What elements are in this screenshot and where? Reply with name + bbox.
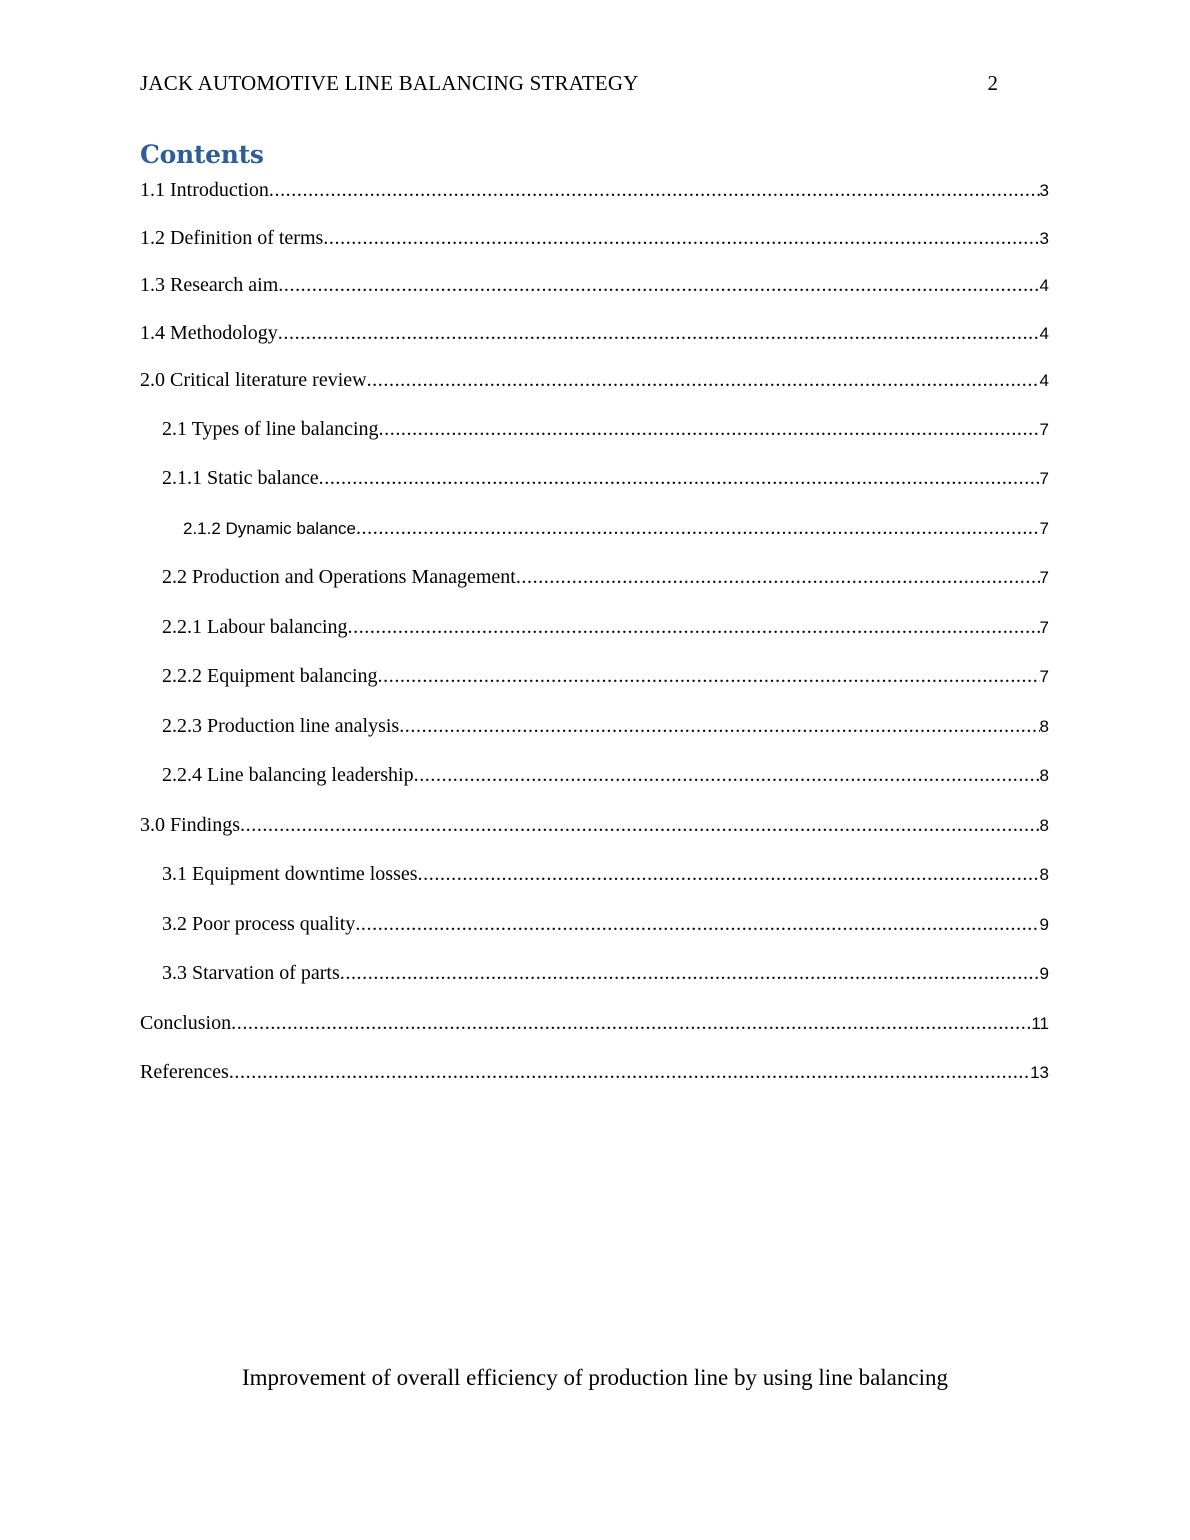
toc-entry-production-line-analysis[interactable] bbox=[162, 714, 1049, 738]
toc-entry-page: 11 bbox=[1031, 1014, 1049, 1033]
toc-entry-label: 1.2 Definition of terms bbox=[140, 227, 324, 249]
toc-dot-leader bbox=[323, 226, 1039, 250]
toc-entry-label: 2.2 Production and Operations Management bbox=[162, 566, 516, 588]
toc-entry-page: 8 bbox=[1039, 717, 1049, 736]
toc-dot-leader bbox=[399, 714, 1039, 738]
toc-entry-page: 9 bbox=[1039, 915, 1049, 934]
toc-entry-research-aim[interactable] bbox=[140, 273, 1049, 297]
toc-entry-page: 7 bbox=[1039, 667, 1049, 686]
toc-dot-leader bbox=[414, 763, 1040, 787]
toc-entry-equipment-balancing[interactable] bbox=[162, 664, 1049, 688]
toc-entry-label: 3.0 Findings bbox=[140, 814, 241, 836]
toc-entry-starvation-of-parts[interactable] bbox=[162, 961, 1049, 985]
toc-entry-poor-process-quality[interactable] bbox=[162, 912, 1049, 936]
toc-entry-label: 3.2 Poor process quality bbox=[162, 913, 356, 935]
toc-dot-leader bbox=[240, 813, 1040, 837]
toc-entry-definition-of-terms[interactable] bbox=[140, 226, 1049, 250]
toc-entry-page: 13 bbox=[1030, 1063, 1049, 1082]
toc-entry-page: 4 bbox=[1039, 371, 1049, 390]
toc-entry-equipment-downtime-losses[interactable] bbox=[162, 862, 1049, 886]
toc-entry-line-balancing-leadership[interactable] bbox=[162, 763, 1049, 787]
toc-entry-references[interactable] bbox=[140, 1060, 1049, 1084]
toc-entry-introduction[interactable] bbox=[140, 178, 1049, 202]
toc-entry-page: 7 bbox=[1039, 469, 1049, 488]
toc-dot-leader bbox=[269, 178, 1040, 202]
toc-entry-page: 3 bbox=[1039, 229, 1049, 248]
toc-dot-leader bbox=[229, 1060, 1030, 1084]
toc-entry-page: 9 bbox=[1039, 964, 1049, 983]
toc-entry-label: 2.1.2 Dynamic balance bbox=[183, 519, 356, 538]
toc-entry-page: 4 bbox=[1039, 276, 1049, 295]
toc-entry-conclusion[interactable] bbox=[140, 1011, 1049, 1035]
toc-entry-label: Conclusion bbox=[140, 1012, 232, 1034]
toc-entry-critical-literature-review[interactable] bbox=[140, 368, 1049, 392]
running-title: JACK AUTOMOTIVE LINE BALANCING STRATEGY bbox=[140, 71, 639, 95]
toc-entry-page: 8 bbox=[1039, 816, 1049, 835]
toc-entry-production-operations-management[interactable] bbox=[162, 565, 1049, 589]
toc-entry-label: 2.1 Types of line balancing bbox=[162, 418, 379, 440]
toc-dot-leader bbox=[340, 961, 1040, 985]
toc-entry-labour-balancing[interactable] bbox=[162, 615, 1049, 639]
toc-entry-types-of-line-balancing[interactable] bbox=[162, 417, 1049, 441]
toc-entry-label: 2.2.2 Equipment balancing bbox=[162, 665, 378, 687]
toc-entry-page: 7 bbox=[1039, 420, 1049, 439]
toc-entry-methodology[interactable] bbox=[140, 321, 1049, 345]
toc-entry-label: References bbox=[140, 1061, 229, 1083]
toc-entry-page: 8 bbox=[1039, 865, 1049, 884]
page-number: 2 bbox=[987, 71, 998, 95]
toc-entry-label: 2.2.3 Production line analysis bbox=[162, 715, 400, 737]
toc-entry-page: 7 bbox=[1039, 568, 1049, 587]
toc-dot-leader bbox=[278, 273, 1039, 297]
toc-dot-leader bbox=[418, 862, 1040, 886]
document-subtitle: Improvement of overall efficiency of production line by using line balancing bbox=[242, 1365, 948, 1390]
toc-entry-label: 1.3 Research aim bbox=[140, 274, 279, 296]
toc-dot-leader bbox=[516, 565, 1040, 589]
toc-entry-label: 2.2.1 Labour balancing bbox=[162, 616, 348, 638]
toc-entry-label: 1.4 Methodology bbox=[140, 322, 278, 344]
toc-dot-leader bbox=[231, 1011, 1031, 1035]
toc-dot-leader bbox=[355, 912, 1039, 936]
toc-entry-label: 2.0 Critical literature review bbox=[140, 369, 367, 391]
toc-dot-leader bbox=[367, 368, 1040, 392]
toc-dot-leader bbox=[378, 664, 1040, 688]
toc-entry-label: 3.3 Starvation of parts bbox=[162, 962, 340, 984]
toc-entry-label: 2.1.1 Static balance bbox=[162, 467, 319, 489]
toc-entry-findings[interactable] bbox=[140, 813, 1049, 837]
toc-entry-page: 7 bbox=[1039, 618, 1049, 637]
toc-dot-leader bbox=[379, 417, 1040, 441]
toc-entry-page: 3 bbox=[1039, 181, 1049, 200]
toc-entry-label: 3.1 Equipment downtime losses bbox=[162, 863, 418, 885]
toc-entry-static-balance[interactable] bbox=[162, 466, 1049, 490]
toc-entry-dynamic-balance[interactable] bbox=[183, 516, 1049, 540]
toc-entry-page: 7 bbox=[1039, 519, 1049, 538]
toc-entry-page: 8 bbox=[1039, 766, 1049, 785]
toc-entry-label: 2.2.4 Line balancing leadership bbox=[162, 764, 414, 786]
toc-dot-leader bbox=[319, 466, 1040, 490]
toc-entry-page: 4 bbox=[1039, 324, 1049, 343]
toc-entry-label: 1.1 Introduction bbox=[140, 179, 269, 201]
toc-heading: Contents bbox=[140, 140, 264, 169]
toc-dot-leader bbox=[278, 321, 1040, 345]
toc-dot-leader bbox=[348, 615, 1040, 639]
toc-dot-leader bbox=[356, 516, 1040, 540]
